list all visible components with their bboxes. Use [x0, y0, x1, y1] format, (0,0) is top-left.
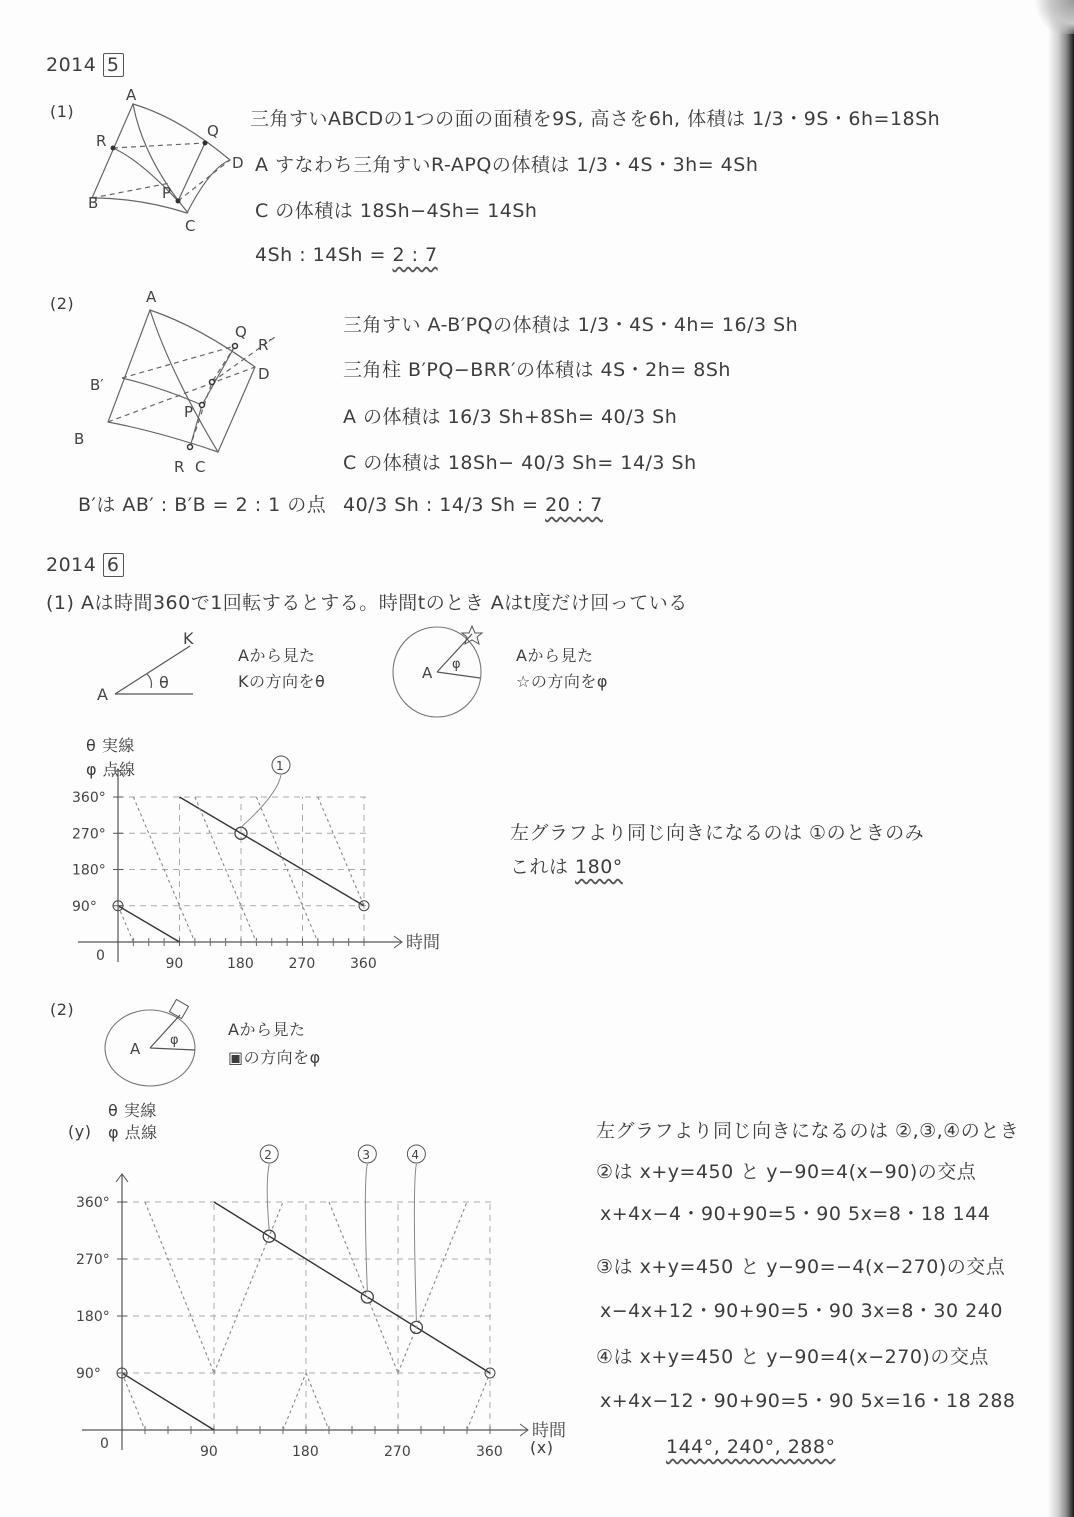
- caption-line: Kの方向をθ: [238, 672, 326, 691]
- label-R: R: [174, 458, 185, 476]
- p5-2-line-3: A の体積は 16/3 Sh+8Sh= 40/3 Sh: [343, 406, 678, 428]
- x-tick-label: 360: [476, 1444, 503, 1460]
- p6-2-line-2: ②は x+y=450 と y−90=4(x−90)の交点: [596, 1161, 977, 1183]
- phi-dotted-segment: [118, 906, 133, 942]
- p6-part2-label: (2): [50, 1000, 75, 1019]
- annotation-label: 2: [264, 1148, 272, 1162]
- legend-phi-dotted: φ 点線: [108, 1123, 158, 1142]
- y-tick-label: 270°: [76, 1252, 110, 1268]
- ratio-answer: 2 : 7: [392, 244, 438, 266]
- x-tick-label: 0: [100, 1436, 109, 1452]
- label-A: A: [126, 86, 137, 104]
- x-tick-label: 90: [200, 1444, 218, 1460]
- part2-label: (2): [50, 294, 75, 313]
- x-tick-label: 180: [227, 956, 254, 972]
- x-tick-label: 0: [96, 948, 105, 964]
- part1-label: (1): [50, 102, 75, 121]
- y-tick-label: 180°: [76, 1309, 110, 1325]
- x-variable-label: (x): [530, 1438, 554, 1457]
- phi-dotted-segment: [195, 797, 257, 942]
- y-tick-label: 90°: [72, 898, 97, 915]
- label-D: D: [232, 154, 244, 172]
- annotation-label: 3: [362, 1148, 370, 1162]
- y-tick-label: 360°: [76, 1195, 110, 1211]
- phi-dotted-segment: [467, 1373, 490, 1430]
- label-C: C: [185, 217, 196, 235]
- answer-180: 180°: [575, 856, 623, 878]
- legend-theta-solid: θ 実線: [108, 1101, 157, 1120]
- theta-solid-segment: [180, 797, 365, 906]
- conclusion-text: これは: [510, 856, 576, 878]
- label-phi: φ: [170, 1033, 179, 1048]
- phi-dotted-segment: [145, 1202, 214, 1373]
- label-B: B: [74, 430, 85, 448]
- caption-line: Aから見た: [228, 1020, 306, 1039]
- p5-2-line-4: C の体積は 18Sh− 40/3 Sh= 14/3 Sh: [343, 452, 697, 474]
- p5-2-line-1: 三角すい A-B′PQの体積は 1/3・4S・4h= 16/3 Sh: [343, 314, 799, 336]
- x-tick-label: 180: [292, 1444, 319, 1460]
- label-D: D: [258, 365, 270, 383]
- phi-dotted-segment: [122, 1373, 145, 1430]
- p6-2-line-4: ③は x+y=450 と y−90=−4(x−270)の交点: [596, 1256, 1006, 1278]
- y-tick-label: 270°: [72, 826, 106, 843]
- annotation-leader: [365, 1164, 367, 1291]
- caption-line: Aから見た: [516, 646, 594, 665]
- ratio-expression: 4Sh : 14Sh =: [255, 244, 393, 266]
- theta-solid-segment: [118, 906, 180, 942]
- p6-1-intro: (1) Aは時間360で1回転するとする。時間tのとき Aはt度だけ回っている: [46, 592, 688, 614]
- rotation-circle-square-figure: [100, 998, 210, 1098]
- p5-1-line-1: 三角すいABCDの1つの面の面積を9S, 高さを6h, 体積は 1/3・9S・6h=18Sh: [250, 108, 941, 130]
- caption-line: ☆の方向をφ: [516, 672, 608, 691]
- problem6-heading: [46, 554, 124, 576]
- y-tick-label: 360°: [72, 790, 106, 806]
- ratio-expression: 40/3 Sh : 14/3 Sh =: [343, 494, 546, 516]
- phi-dotted-segment: [318, 797, 364, 906]
- p5-2-ratio: [343, 494, 603, 516]
- label-Q: Q: [235, 323, 247, 341]
- annotation-leader: [267, 1164, 269, 1230]
- label-phi: φ: [452, 657, 461, 672]
- annotation-leader: [241, 775, 281, 827]
- problem5-heading: [46, 54, 124, 76]
- caption-line: ▣の方向をφ: [228, 1048, 321, 1067]
- phi-dotted-segment: [329, 1202, 398, 1373]
- legend-phi-dotted: φ 点線: [86, 760, 136, 779]
- label-R: R: [96, 132, 107, 150]
- annotation-label: 1: [276, 759, 284, 773]
- p6-2-line-5: x−4x+12・90+90=5・90 3x=8・30 240: [600, 1300, 1003, 1322]
- tetrahedron-diagram-1: [80, 86, 244, 238]
- fig2-caption: [516, 643, 608, 695]
- label-A: A: [130, 1040, 141, 1058]
- ratio-answer: 20 : 7: [545, 494, 603, 516]
- heading-year: 2014: [46, 54, 97, 76]
- heading-problem-number: 5: [103, 53, 124, 77]
- theta-solid-segment: [214, 1202, 490, 1373]
- p6-2-line-1: 左グラフより同じ向きになるのは ②,③,④のとき: [596, 1120, 1020, 1142]
- p6-2-line-6: ④は x+y=450 と y−90=4(x−270)の交点: [596, 1346, 989, 1368]
- p6-2-line-3: x+4x−4・90+90=5・90 5x=8・18 144: [600, 1203, 991, 1225]
- x-tick-label: 270: [288, 956, 316, 972]
- angle-theta-figure: [95, 628, 205, 703]
- chart-1: [70, 760, 470, 980]
- x-tick-label: 360: [350, 956, 377, 972]
- rotation-circle-star-figure: [392, 622, 502, 722]
- p6-1-conclusion: [510, 816, 924, 884]
- p6-2-fig-caption: [228, 1016, 321, 1072]
- y-tick-label: 90°: [76, 1366, 101, 1382]
- label-theta: θ: [159, 673, 169, 692]
- phi-dotted-segment: [283, 1373, 306, 1430]
- conclusion-line-2: [510, 850, 924, 884]
- heading-year: 2014: [46, 554, 97, 576]
- y-tick-label: 180°: [72, 862, 106, 879]
- fig1-caption: [238, 643, 325, 695]
- label-A: A: [422, 664, 433, 682]
- p5-2-note: B′は AB′ : B′B = 2 : 1 の点: [78, 494, 327, 516]
- x-axis-label: 時間: [406, 933, 440, 953]
- caption-line: Aから見た: [238, 646, 316, 665]
- theta-solid-segment: [122, 1373, 214, 1430]
- phi-dotted-segment: [306, 1373, 329, 1430]
- annotation-leader: [414, 1164, 416, 1321]
- p6-2-answer: [666, 1436, 835, 1458]
- label-B: B: [88, 194, 99, 212]
- label-A: A: [97, 685, 108, 704]
- scan-corner-shadow: [1034, 0, 1074, 34]
- label-R-prime: R′: [258, 336, 272, 354]
- y-variable-label: (y): [68, 1122, 92, 1141]
- x-tick-label: 270: [384, 1444, 411, 1460]
- label-P: P: [162, 184, 172, 202]
- conclusion-line: 左グラフより同じ向きになるのは ①のときのみ: [510, 822, 925, 844]
- final-answer: 144°, 240°, 288°: [666, 1436, 836, 1458]
- phi-dotted-segment: [214, 1202, 283, 1373]
- tetrahedron-diagram-2: [74, 282, 280, 482]
- label-K: K: [183, 629, 194, 648]
- label-B-prime: B′: [90, 376, 104, 394]
- p5-1-line-2: A すなわち三角すいR-APQの体積は 1/3・4S・3h= 4Sh: [255, 154, 759, 176]
- annotation-label: 4: [411, 1148, 420, 1162]
- legend-theta-solid: θ 実線: [86, 736, 135, 755]
- label-Q: Q: [207, 122, 219, 140]
- p5-1-line-3: C の体積は 18Sh−4Sh= 14Sh: [255, 200, 538, 222]
- p6-2-line-7: x+4x−12・90+90=5・90 5x=16・18 288: [600, 1390, 1016, 1412]
- phi-dotted-segment: [398, 1202, 467, 1373]
- heading-problem-number: 6: [103, 553, 124, 577]
- x-axis-label: 時間: [532, 1421, 566, 1441]
- label-C: C: [195, 458, 206, 476]
- scan-page-edge-shadow: [1048, 0, 1074, 1517]
- label-A: A: [146, 288, 157, 306]
- chart-2: [70, 1130, 590, 1470]
- p5-1-ratio: [255, 244, 438, 266]
- label-P: P: [184, 403, 194, 421]
- x-tick-label: 90: [165, 956, 184, 972]
- p5-2-line-2: 三角柱 B′PQ−BRR′の体積は 4S・2h= 8Sh: [343, 359, 731, 381]
